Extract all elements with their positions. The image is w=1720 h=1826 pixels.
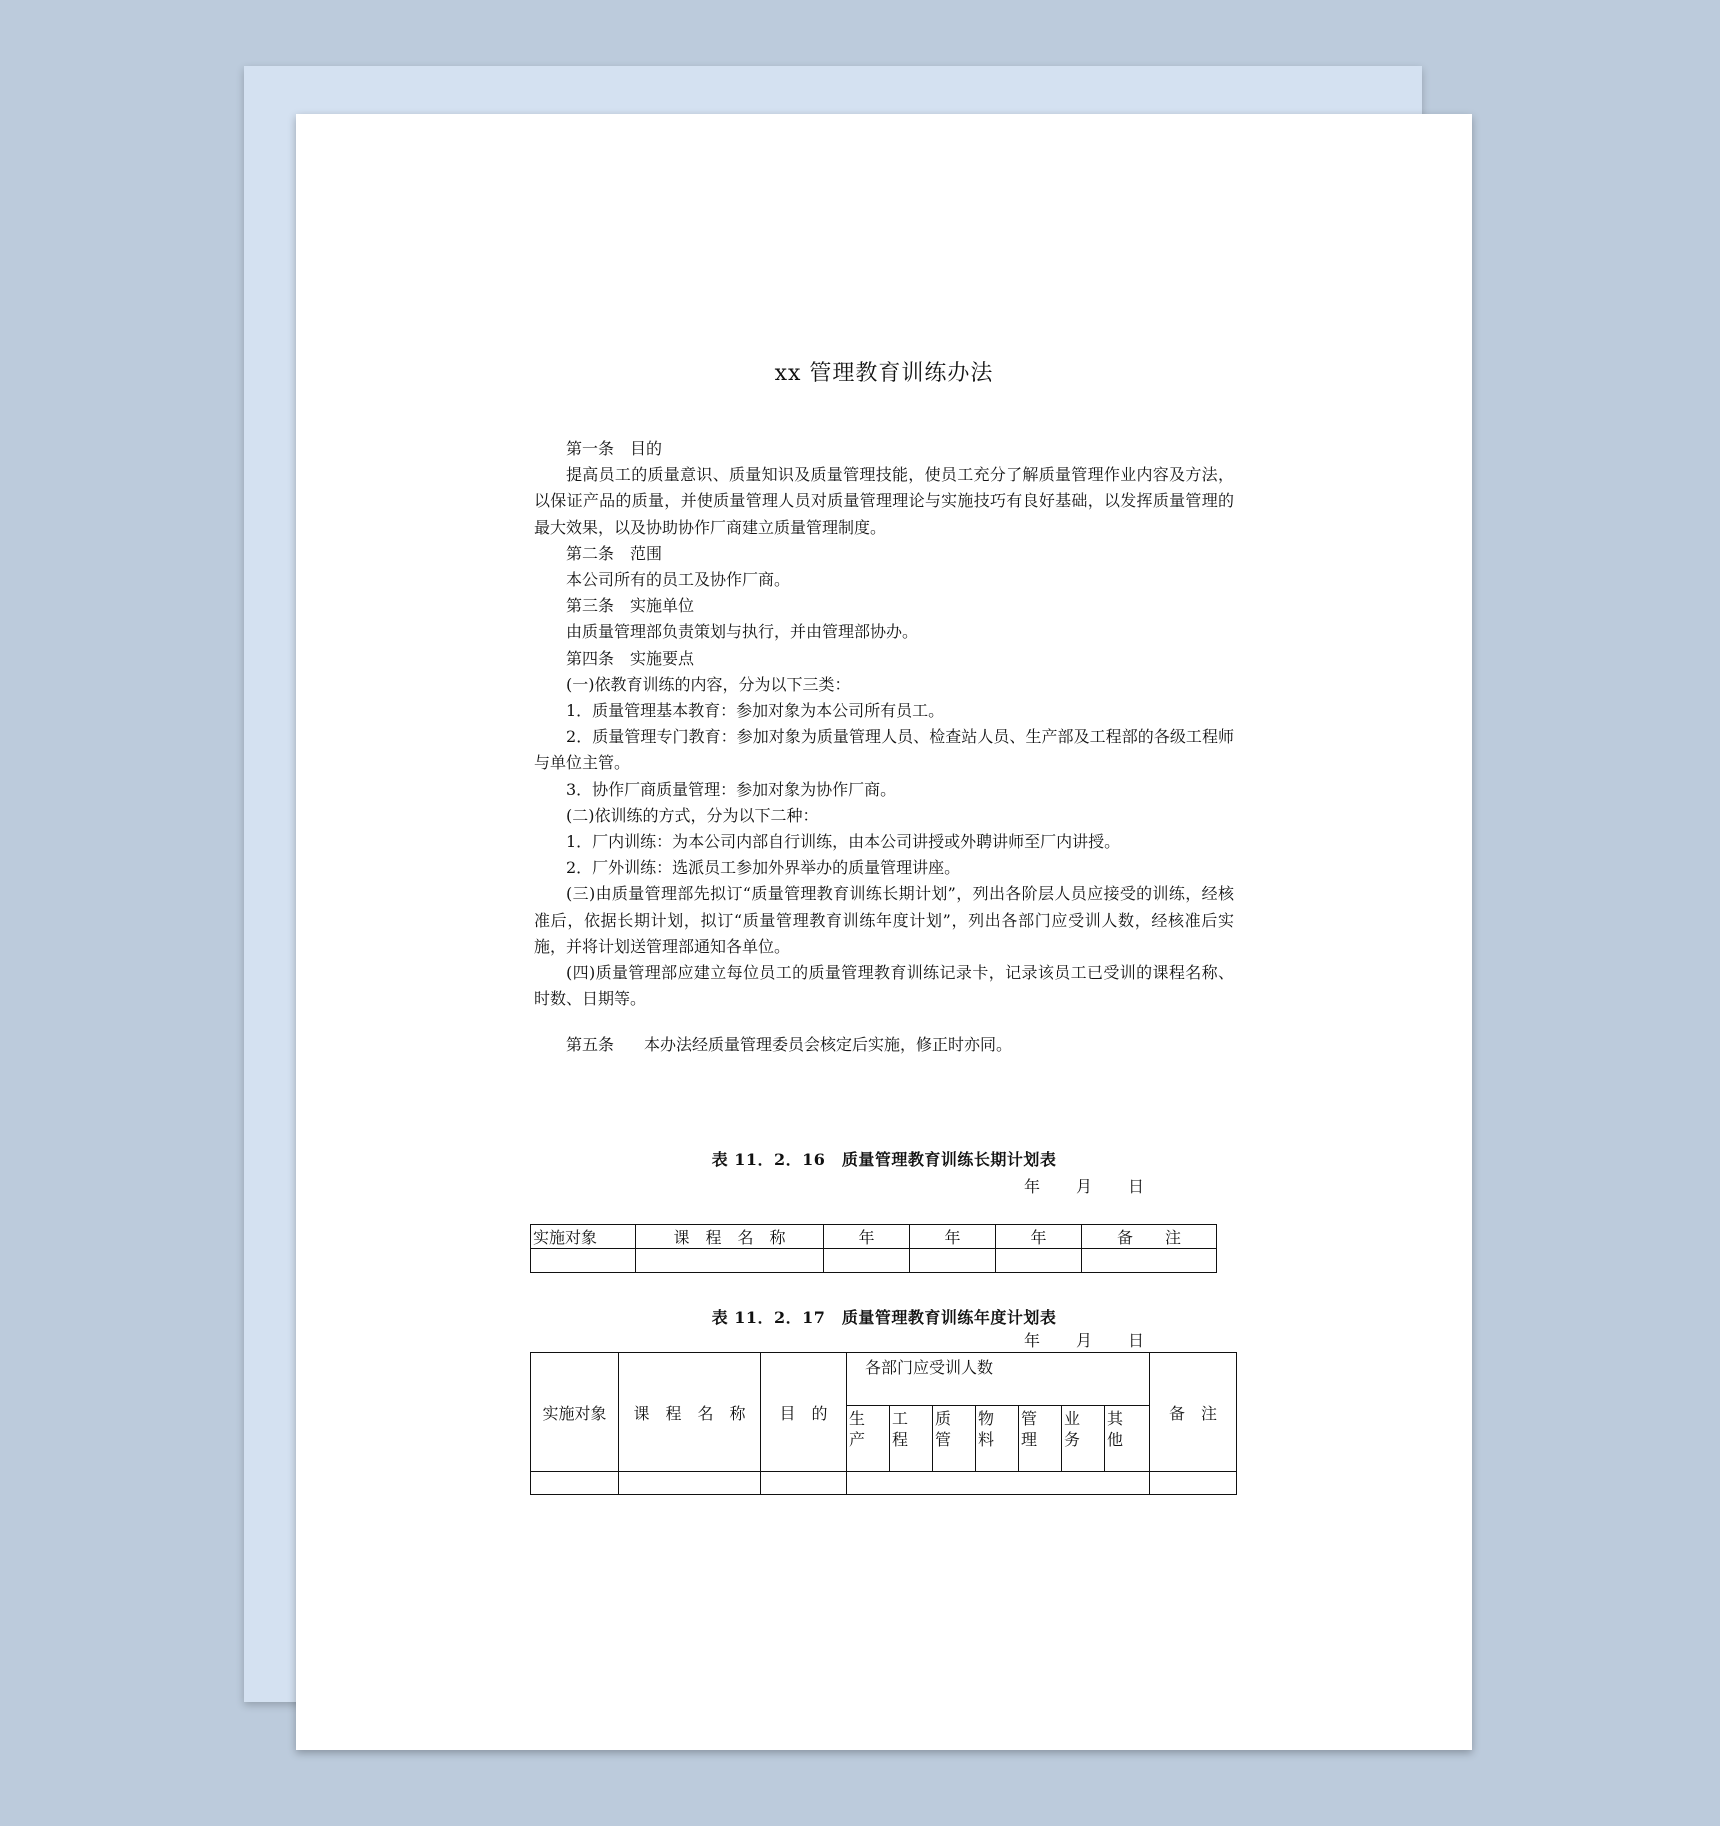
article-5 [534, 1032, 1234, 1058]
document-page [296, 114, 1472, 1750]
header-dept-management: 管 理 [1019, 1406, 1062, 1472]
header-year-2: 年 [910, 1225, 996, 1249]
article-3-body: 由质量管理部负责策划与执行，并由管理部协办。 [566, 622, 919, 642]
table-2-date [1024, 1328, 1180, 1351]
date-month-label: 月 [1076, 1331, 1093, 1350]
article-4-item-1-2: 2．质量管理专门教育：参加对象为质量管理人员、检查站人员、生产部及工程部的各级工程师与单位主管。 [534, 727, 1234, 773]
header-dept-production: 生 产 [847, 1406, 890, 1472]
table-cell [761, 1472, 847, 1495]
article-4-item-1-3: 3．协作厂商质量管理：参加对象为协作厂商。 [566, 779, 897, 799]
table-cell [824, 1249, 910, 1273]
header-dept-engineering: 工 程 [890, 1406, 933, 1472]
article-4-item-2: (二)依训练的方式，分为以下二种： [566, 805, 819, 825]
date-day-label: 日 [1128, 1331, 1145, 1350]
date-year-label: 年 [1024, 1177, 1041, 1196]
header-remarks: 备 注 [1150, 1353, 1237, 1472]
date-day-label: 日 [1128, 1177, 1145, 1196]
article-2-heading: 第二条 范围 [566, 543, 663, 563]
header-year-3: 年 [996, 1225, 1082, 1249]
date-year-label: 年 [1024, 1331, 1041, 1350]
table-cell [619, 1472, 761, 1495]
long-term-plan-table [530, 1224, 1217, 1273]
table-1-date [1024, 1174, 1180, 1197]
header-purpose: 目 的 [761, 1353, 847, 1472]
article-2-body: 本公司所有的员工及协作厂商。 [566, 570, 791, 590]
article-4-item-2-1: 1．厂内训练：为本公司内部自行训练，由本公司讲授或外聘讲师至厂内讲授。 [566, 832, 1121, 852]
table-header-row [531, 1225, 1217, 1249]
table-cell [996, 1249, 1082, 1273]
document-title: xx 管理教育训练办法 [774, 361, 994, 386]
date-month-label: 月 [1076, 1177, 1093, 1196]
article-1-body: 提高员工的质量意识、质量知识及质量管理技能，使员工充分了解质量管理作业内容及方法，以保证产品的质量，并使质量管理人员对质量管理理论与实施技巧有良好基础，以发挥质量管理的最大效果，以及协助协作厂商建立质量管理制度。 [534, 465, 1234, 537]
table-header-row [531, 1353, 1237, 1406]
table-cell [636, 1249, 824, 1273]
article-4-heading: 第四条 实施要点 [566, 648, 695, 668]
table-cell [1150, 1472, 1237, 1495]
table-2-caption: 表 11．2．17 质量管理教育训练年度计划表 [711, 1308, 1057, 1327]
article-4-item-1: (一)依教育训练的内容，分为以下三类： [566, 674, 851, 694]
header-dept-other: 其 他 [1105, 1406, 1150, 1472]
document-body [534, 436, 1234, 1059]
table-cell [910, 1249, 996, 1273]
header-year-1: 年 [824, 1225, 910, 1249]
article-3-heading: 第三条 实施单位 [566, 596, 695, 616]
header-target: 实施对象 [531, 1225, 636, 1249]
header-remarks: 备 注 [1082, 1225, 1217, 1249]
table-cell [847, 1472, 1150, 1495]
annual-plan-table [530, 1352, 1237, 1495]
article-5-heading: 第五条 [566, 1035, 615, 1055]
header-dept-materials: 物 料 [976, 1406, 1019, 1472]
header-course-name: 课 程 名 称 [619, 1353, 761, 1472]
table-row [531, 1249, 1217, 1273]
header-department-trainees: 各部门应受训人数 [847, 1353, 1150, 1406]
table-1-caption: 表 11．2．16 质量管理教育训练长期计划表 [711, 1150, 1057, 1169]
header-dept-quality: 质 管 [933, 1406, 976, 1472]
header-target: 实施对象 [531, 1353, 619, 1472]
header-course-name: 课 程 名 称 [636, 1225, 824, 1249]
header-dept-business: 业 务 [1062, 1406, 1105, 1472]
table-cell [531, 1472, 619, 1495]
article-4-item-2-2: 2．厂外训练：选派员工参加外界举办的质量管理讲座。 [566, 858, 961, 878]
table-cell [531, 1249, 636, 1273]
article-5-body: 本办法经质量管理委员会核定后实施，修正时亦同。 [644, 1035, 1013, 1055]
article-4-item-1-1: 1．质量管理基本教育：参加对象为本公司所有员工。 [566, 701, 945, 721]
article-4-item-3: (三)由质量管理部先拟订“质量管理教育训练长期计划”，列出各阶层人员应接受的训练，经核准后，依据长期计划，拟订“质量管理教育训练年度计划”，列出各部门应受训人数，经核准后实施，并将计划送管理部通知各单位。 [534, 884, 1234, 956]
table-row [531, 1472, 1237, 1495]
article-1-heading: 第一条 目的 [566, 439, 663, 458]
table-cell [1082, 1249, 1217, 1273]
article-4-item-4: (四)质量管理部应建立每位员工的质量管理教育训练记录卡，记录该员工已受训的课程名称、时数、日期等。 [534, 963, 1234, 1009]
